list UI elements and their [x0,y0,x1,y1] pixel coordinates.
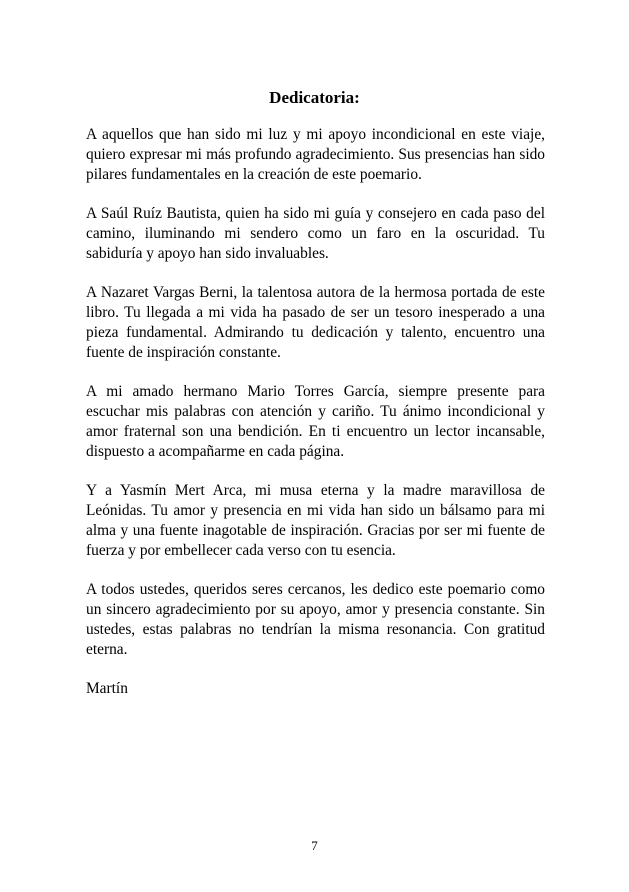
page-title: Dedicatoria: [269,88,360,107]
signature: Martín [86,680,128,697]
paragraph-intro: A aquellos que han sido mi luz y mi apoyo incondicional en este viaje, quiero expresar mi más profundo agradecimiento. Sus presencias han sido pilares fundamentales en la creación de este poemario. [86,126,545,183]
dedication-body [86,125,545,699]
paragraph-mario: A mi amado hermano Mario Torres García, siempre presente para escuchar mis palabras con atención y cariño. Tu ánimo incondicional y amor fraternal son una bendición. En ti encuentro un lector incansable, dispuesto a acompañarme en cada página. [86,383,545,460]
paragraph-nazaret: A Nazaret Vargas Berni, la talentosa autora de la hermosa portada de este libro. Tu llegada a mi vida ha pasado de ser un tesoro inesperado a una pieza fundamental. Admirando tu dedicación y talento, encuentro una fuente de inspiración constante. [86,284,545,361]
paragraph-closing: A todos ustedes, queridos seres cercanos, les dedico este poemario como un sincero agradecimiento por su apoyo, amor y presencia constante. Sin ustedes, estas palabras no tendrían la misma resonancia. Con gratitud eterna. [86,581,545,658]
page-number: 7 [311,838,318,853]
paragraph-yasmin: Y a Yasmín Mert Arca, mi musa eterna y la madre maravillosa de Leónidas. Tu amor y presencia en mi vida han sido un bálsamo para mi alma y una fuente inagotable de inspiración. Gracias por ser mi fuente de fuerza y por embellecer cada verso con tu esencia. [86,482,545,559]
paragraph-saul: A Saúl Ruíz Bautista, quien ha sido mi guía y consejero en cada paso del camino, iluminando mi sendero como un faro en la oscuridad. Tu sabiduría y apoyo han sido invaluables. [86,205,545,262]
